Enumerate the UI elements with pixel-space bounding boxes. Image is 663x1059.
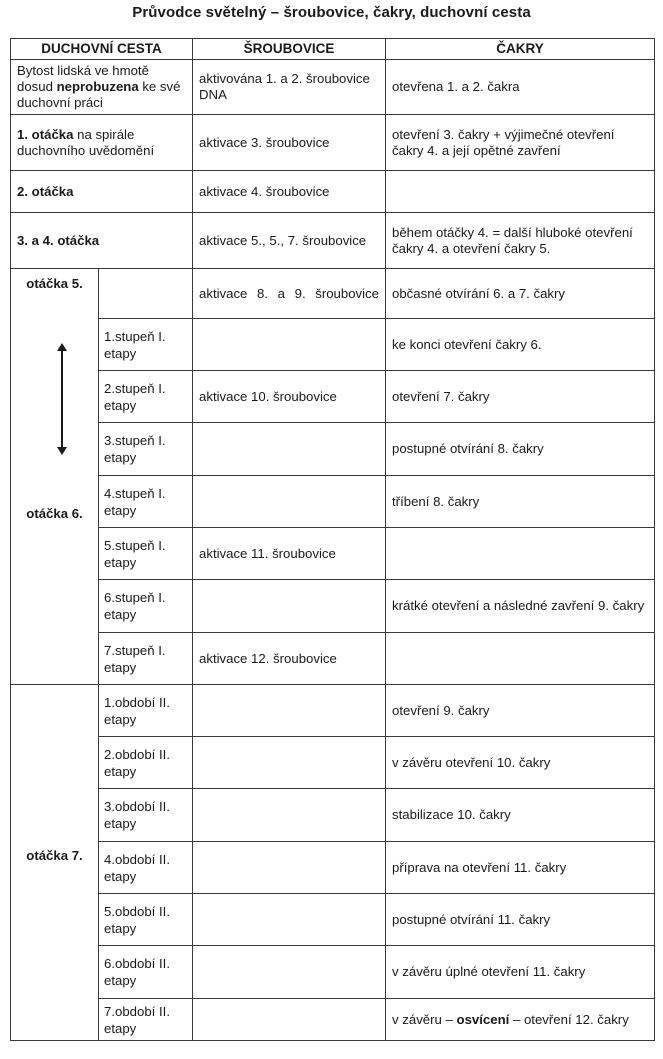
chakra-cell: postupné otvírání 11. čakry <box>386 894 655 946</box>
turn-7-cell <box>11 685 99 1041</box>
double-arrow-icon <box>61 349 63 449</box>
table-row <box>11 269 655 319</box>
chakra-cell: občasné otvírání 6. a 7. čakry <box>386 269 655 319</box>
stage-cell: 6.období II. etapy <box>99 946 193 999</box>
header-helix: ŠROUBOVICE <box>193 39 386 60</box>
table-row <box>11 580 655 633</box>
stage-cell: 1.období II. etapy <box>99 685 193 737</box>
table-row <box>11 115 655 171</box>
table-row <box>11 371 655 423</box>
helix-cell: aktivace 8. a 9. šroubovice <box>193 269 386 319</box>
stage-cell: 4.stupeň I. etapy <box>99 476 193 528</box>
chakra-cell: během otáčky 4. = další hluboké otevření čakry 4. a otevření čakry 5. <box>386 213 655 269</box>
helix-cell: aktivace 3. šroubovice <box>193 115 386 171</box>
header-chakras: ČAKRY <box>386 39 655 60</box>
helix-cell <box>193 319 386 371</box>
table-row <box>11 894 655 946</box>
stage-cell: 3.stupeň I. etapy <box>99 423 193 476</box>
stage-cell: 2.období II. etapy <box>99 737 193 789</box>
chakra-cell: v závěru – osvícení – otevření 12. čakry <box>386 999 655 1041</box>
table-row <box>11 476 655 528</box>
chakra-cell: příprava na otevření 11. čakry <box>386 842 655 894</box>
helix-cell <box>193 737 386 789</box>
helix-cell: aktivace 11. šroubovice <box>193 528 386 580</box>
chakra-cell: otevřena 1. a 2. čakra <box>386 60 655 115</box>
stage-cell: 5.stupeň I. etapy <box>99 528 193 580</box>
chakra-cell <box>386 633 655 685</box>
helix-cell <box>193 423 386 476</box>
table-row <box>11 633 655 685</box>
path-cell: 1. otáčka na spirále duchovního uvědomění <box>11 115 193 171</box>
table-row <box>11 789 655 842</box>
helix-cell <box>193 580 386 633</box>
helix-cell <box>193 946 386 999</box>
chakra-cell: postupné otvírání 8. čakry <box>386 423 655 476</box>
helix-cell: aktivace 4. šroubovice <box>193 171 386 213</box>
stage-cell: 7.období II. etapy <box>99 999 193 1041</box>
stage-cell: 4.období II. etapy <box>99 842 193 894</box>
table-row <box>11 842 655 894</box>
chakra-cell: ke konci otevření čakry 6. <box>386 319 655 371</box>
stage-cell: 2.stupeň I. etapy <box>99 371 193 423</box>
path-cell: 2. otáčka <box>11 171 193 213</box>
helix-cell <box>193 789 386 842</box>
stage-cell: 5.období II. etapy <box>99 894 193 946</box>
header-row <box>11 39 655 60</box>
helix-cell: aktivace 12. šroubovice <box>193 633 386 685</box>
helix-cell <box>193 842 386 894</box>
helix-cell <box>193 685 386 737</box>
table-row <box>11 60 655 115</box>
table-row <box>11 213 655 269</box>
chakra-cell: stabilizace 10. čakry <box>386 789 655 842</box>
turn-5-6-cell <box>11 269 99 685</box>
helix-cell <box>193 476 386 528</box>
chakra-cell: tříbení 8. čakry <box>386 476 655 528</box>
page-title: Průvodce světelný – šroubovice, čakry, duchovní cesta <box>132 4 531 21</box>
chakra-cell: v závěru úplné otevření 11. čakry <box>386 946 655 999</box>
helix-cell <box>193 894 386 946</box>
table-row <box>11 685 655 737</box>
chakra-cell: otevření 7. čakry <box>386 371 655 423</box>
chakra-cell <box>386 528 655 580</box>
chakra-cell: otevření 9. čakry <box>386 685 655 737</box>
helix-cell <box>193 999 386 1041</box>
table-row <box>11 999 655 1041</box>
table-row <box>11 171 655 213</box>
chakra-cell: v závěru otevření 10. čakry <box>386 737 655 789</box>
turn-6-label: otáčka 6. <box>26 506 83 521</box>
stage-cell: 3.období II. etapy <box>99 789 193 842</box>
table-row <box>11 319 655 371</box>
turn-7-label: otáčka 7. <box>26 848 83 863</box>
chakra-cell: krátké otevření a následné zavření 9. čakry <box>386 580 655 633</box>
table-row <box>11 423 655 476</box>
chakra-cell: otevření 3. čakry + výjimečné otevření čakry 4. a její opětné zavření <box>386 115 655 171</box>
table-row <box>11 737 655 789</box>
path-cell: 3. a 4. otáčka <box>11 213 193 269</box>
stage-cell: 6.stupeň I. etapy <box>99 580 193 633</box>
helix-cell: aktivace 5., 5., 7. šroubovice <box>193 213 386 269</box>
path-cell: Bytost lidská ve hmotě dosud neprobuzena ke své duchovní práci <box>11 60 193 115</box>
chakra-cell <box>386 171 655 213</box>
header-spiritual-path: DUCHOVNÍ CESTA <box>11 39 193 60</box>
stage-cell: 1.stupeň I. etapy <box>99 319 193 371</box>
stage-cell: 7.stupeň I. etapy <box>99 633 193 685</box>
table-row <box>11 528 655 580</box>
helix-cell: aktivace 10. šroubovice <box>193 371 386 423</box>
turn-5-label: otáčka 5. <box>26 276 83 291</box>
stage-cell <box>99 269 193 319</box>
table-row <box>11 946 655 999</box>
helix-cell: aktivována 1. a 2. šroubovice DNA <box>193 60 386 115</box>
guide-table <box>10 38 655 1041</box>
